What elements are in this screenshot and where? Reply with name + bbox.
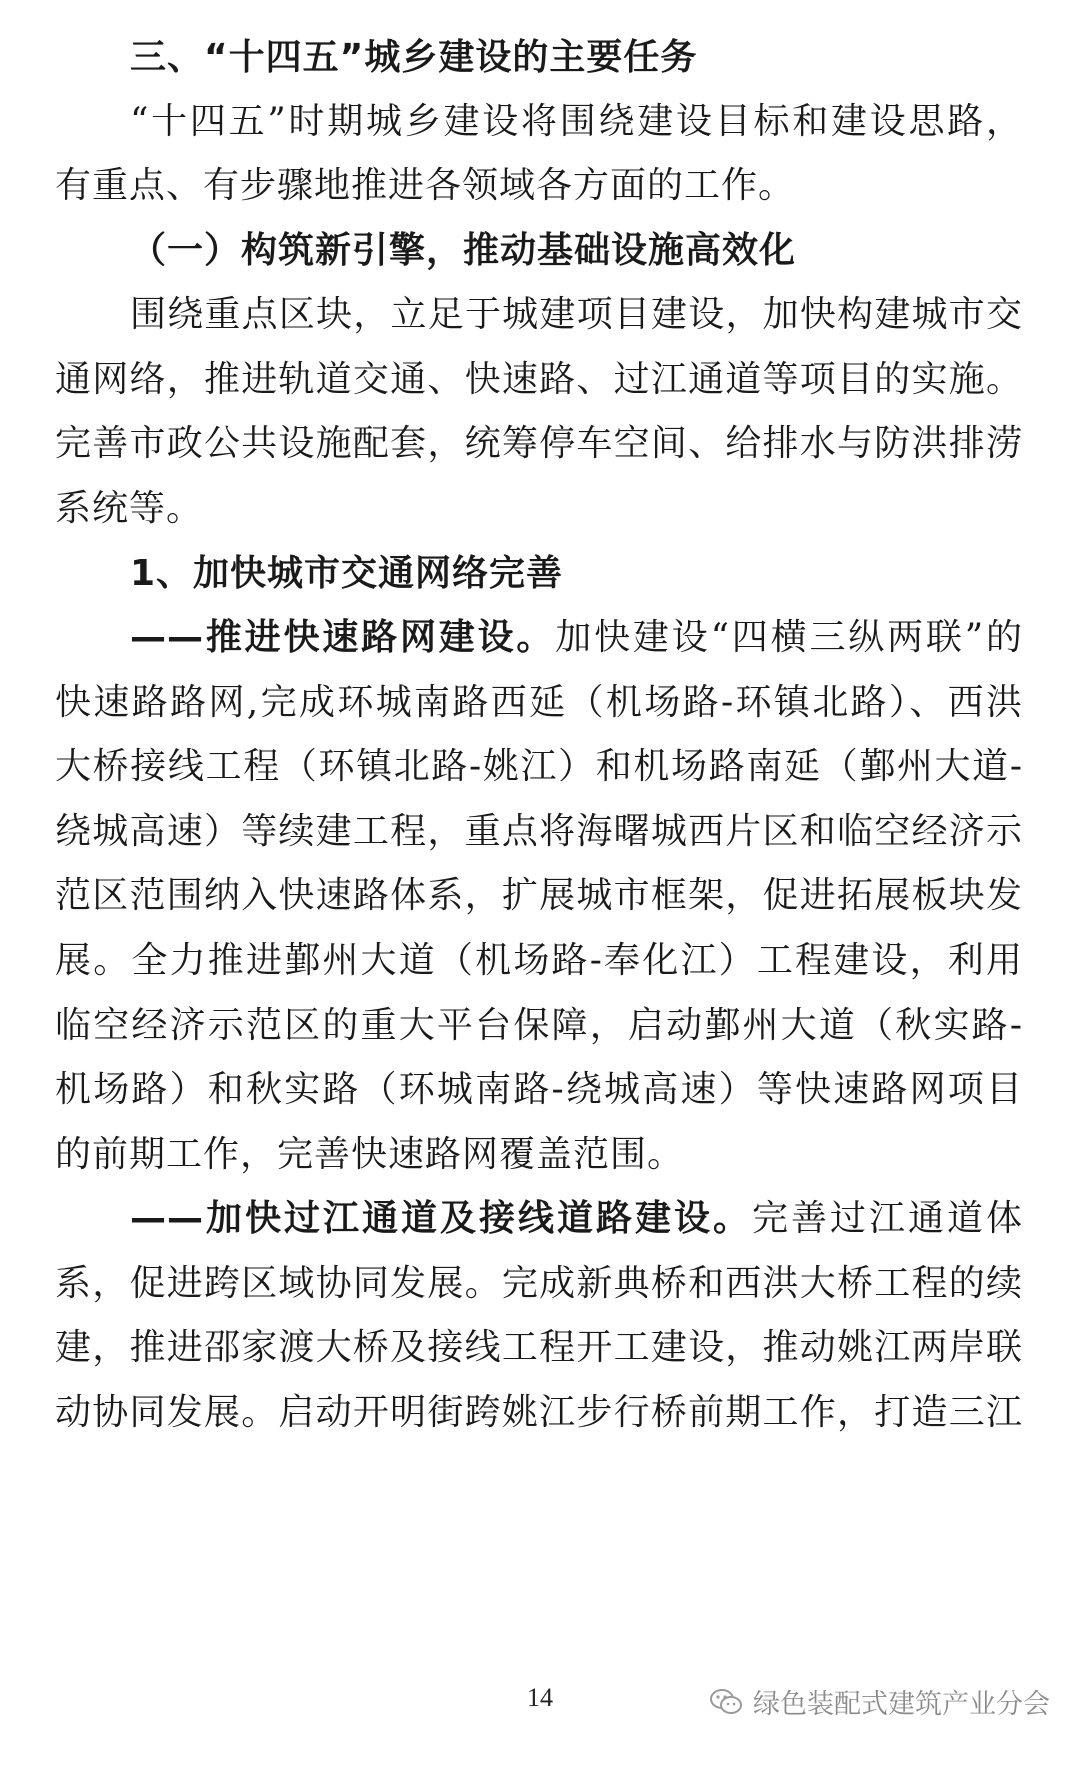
- paragraph-line: [55, 610, 1023, 666]
- line-text: 完善市政公共设施配套，统筹停车空间、给排水与防洪排涝: [55, 423, 1023, 464]
- heading-text: （一）构筑新引擎，推动基础设施高效化: [130, 230, 797, 271]
- line-text: 机场路）和秋实路（环城南路-绕城高速）等快速路网项目: [55, 1069, 1023, 1110]
- line-text: 范区范围纳入快速路体系，扩展城市框架，促进拓展板块发: [55, 875, 1023, 916]
- watermark: [709, 1682, 1050, 1721]
- paragraph-line: [55, 739, 1023, 795]
- paragraph-line: [55, 998, 1023, 1054]
- paragraph-line: [55, 481, 1023, 537]
- paragraph-line: [55, 1191, 1023, 1247]
- paragraph-line: [55, 933, 1023, 989]
- paragraph-line: [55, 158, 1023, 214]
- line-text: 完善过江通道体: [751, 1198, 1023, 1239]
- paragraph-line: [55, 675, 1023, 731]
- item-heading: [55, 546, 1023, 602]
- paragraph-line: [55, 1127, 1023, 1183]
- watermark-text: 绿色装配式建筑产业分会: [753, 1689, 1050, 1720]
- paragraph-line: [55, 416, 1023, 472]
- heading-text: 三、“十四五”城乡建设的主要任务: [130, 37, 698, 78]
- line-text: 有重点、有步骤地推进各领域各方面的工作。: [55, 165, 796, 206]
- section-heading: [55, 30, 1023, 86]
- heading-text: 1、加快城市交通网络完善: [130, 553, 564, 594]
- paragraph-line: [55, 868, 1023, 924]
- line-text: 系，促进跨区域协同发展。完成新典桥和西洪大桥工程的续: [55, 1263, 1023, 1304]
- line-text: 通网络，推进轨道交通、快速路、过江通道等项目的实施。: [55, 359, 1023, 400]
- line-text: 临空经济示范区的重大平台保障，启动鄞州大道（秋实路-: [55, 1005, 1023, 1046]
- line-text: 建，推进邵家渡大桥及接线工程开工建设，推动姚江两岸联: [55, 1327, 1023, 1368]
- paragraph-line: [55, 287, 1023, 343]
- line-text: 的前期工作，完善快速路网覆盖范围。: [55, 1134, 685, 1175]
- line-text: 展。全力推进鄞州大道（机场路-奉化江）工程建设，利用: [55, 940, 1023, 981]
- line-text: 动协同发展。启动开明街跨姚江步行桥前期工作，打造三江: [55, 1392, 1023, 1433]
- paragraph-line: [55, 804, 1023, 860]
- paragraph-line: [55, 352, 1023, 408]
- line-text: 系统等。: [55, 488, 204, 529]
- line-text: 快速路路网,完成环城南路西延（机场路-环镇北路）、西洪: [55, 682, 1023, 723]
- subsection-heading: [55, 223, 1023, 279]
- wechat-icon: [709, 1687, 743, 1717]
- paragraph-line: [55, 1256, 1023, 1312]
- line-text: 加快建设“四横三纵两联”的: [555, 617, 1023, 658]
- page-number: 14: [527, 1683, 553, 1712]
- paragraph-line: [55, 1320, 1023, 1376]
- line-text: 围绕重点区块，立足于城建项目建设，加快构建城市交: [130, 294, 1023, 335]
- line-text: “十四五”时期城乡建设将围绕建设目标和建设思路，: [130, 101, 1023, 142]
- bold-lead-text: ——加快过江通道及接线道路建设。: [130, 1198, 752, 1239]
- paragraph-line: [55, 94, 1023, 150]
- line-text: 绕城高速）等续建工程，重点将海曙城西片区和临空经济示: [55, 811, 1023, 852]
- line-text: 大桥接线工程（环镇北路-姚江）和机场路南延（鄞州大道-: [55, 746, 1023, 787]
- paragraph-line: [55, 1062, 1023, 1118]
- bold-lead-text: ——推进快速路网建设。: [130, 617, 556, 658]
- paragraph-line: [55, 1385, 1023, 1441]
